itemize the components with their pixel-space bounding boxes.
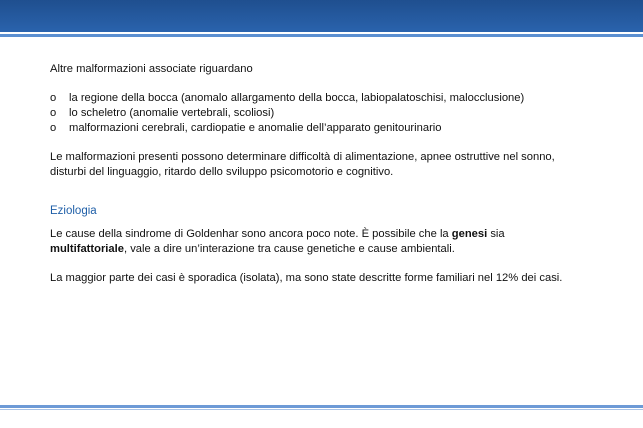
sporadic-cases-text: La maggior parte dei casi è sporadica (isolata), ma sono state descritte forme familiari nel 12% dei casi. bbox=[50, 272, 563, 284]
consequences-line-2: disturbi del linguaggio, ritardo dello sviluppo psicomotorio e cognitivo. bbox=[50, 166, 394, 178]
bullet-marker: o bbox=[50, 107, 57, 119]
header-bar bbox=[0, 0, 643, 32]
etiology-text-3: , vale a dire un’interazione tra cause genetiche e cause ambientali. bbox=[123, 243, 455, 255]
malformation-list bbox=[50, 91, 620, 136]
etiology-line-1 bbox=[50, 227, 620, 242]
footer-rule-thin bbox=[0, 409, 643, 410]
bullet-marker: o bbox=[50, 92, 57, 104]
multifactorial-term: multifattoriale bbox=[50, 243, 124, 255]
list-item bbox=[50, 91, 620, 106]
intro-text: Altre malformazioni associate riguardano bbox=[50, 63, 253, 75]
bullet-marker: o bbox=[50, 122, 57, 134]
etiology-text-1: Le cause della sindrome di Goldenhar sono ancora poco note. È possibile che la bbox=[50, 228, 452, 240]
etiology-line-2 bbox=[50, 242, 620, 257]
section-heading: Eziologia bbox=[50, 205, 97, 217]
list-item bbox=[50, 121, 620, 136]
genesis-term: genesi bbox=[451, 228, 488, 240]
footer-rule bbox=[0, 405, 643, 408]
header-rule bbox=[0, 34, 643, 37]
list-item-text: lo scheletro (anomalie vertebrali, scoliosi) bbox=[69, 107, 275, 119]
consequences-line-1: Le malformazioni presenti possono determinare difficoltà di alimentazione, apnee ostruttive nel sonno, bbox=[50, 151, 555, 163]
list-item-text: malformazioni cerebrali, cardiopatie e anomalie dell’apparato genitourinario bbox=[69, 122, 442, 134]
slide-content bbox=[50, 62, 620, 286]
list-item bbox=[50, 106, 620, 121]
list-item-text: la regione della bocca (anomalo allargamento della bocca, labiopalatoschisi, malocclusione) bbox=[69, 92, 525, 104]
etiology-text-2: sia bbox=[487, 228, 505, 240]
